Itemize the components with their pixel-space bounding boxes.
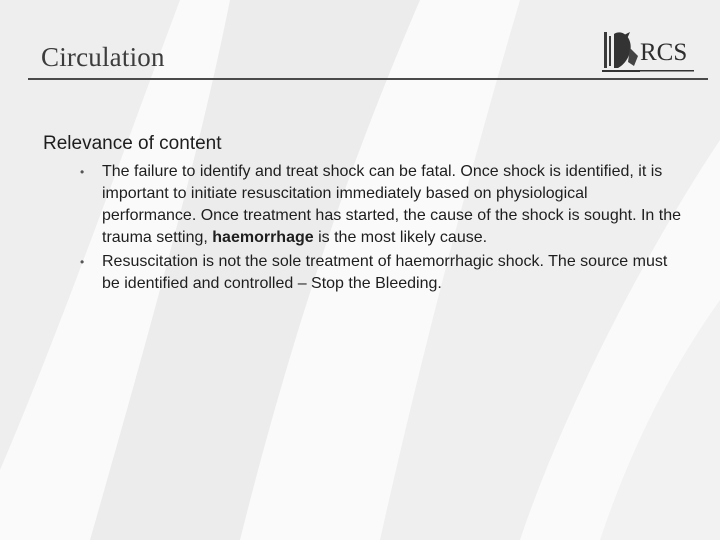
bullet-text: Resuscitation is not the sole treatment of haemorrhagic shock. The source must be identified and controlled – Stop the Bleeding. — [102, 253, 668, 292]
list-item — [76, 251, 686, 295]
bullet-text-part: is the most likely cause. — [313, 229, 488, 246]
bullet-list — [76, 161, 686, 297]
bullet-icon: • — [80, 165, 85, 179]
title-rule — [28, 78, 708, 80]
list-item — [76, 161, 686, 249]
logo-text: RCS — [640, 39, 688, 66]
section-heading: Relevance of content — [43, 133, 222, 154]
bullet-icon: • — [80, 255, 85, 269]
slide-title: Circulation — [41, 42, 165, 72]
bullet-text-bold: haemorrhage — [212, 229, 314, 246]
bullet-text-part: The failure to identify and treat shock can be fatal. Once shock is identified, it is important to initiate resuscitation immediately based on physiological performance. Once treatment has started, the cause of the shock is sought. In the trauma setting, — [102, 163, 681, 246]
